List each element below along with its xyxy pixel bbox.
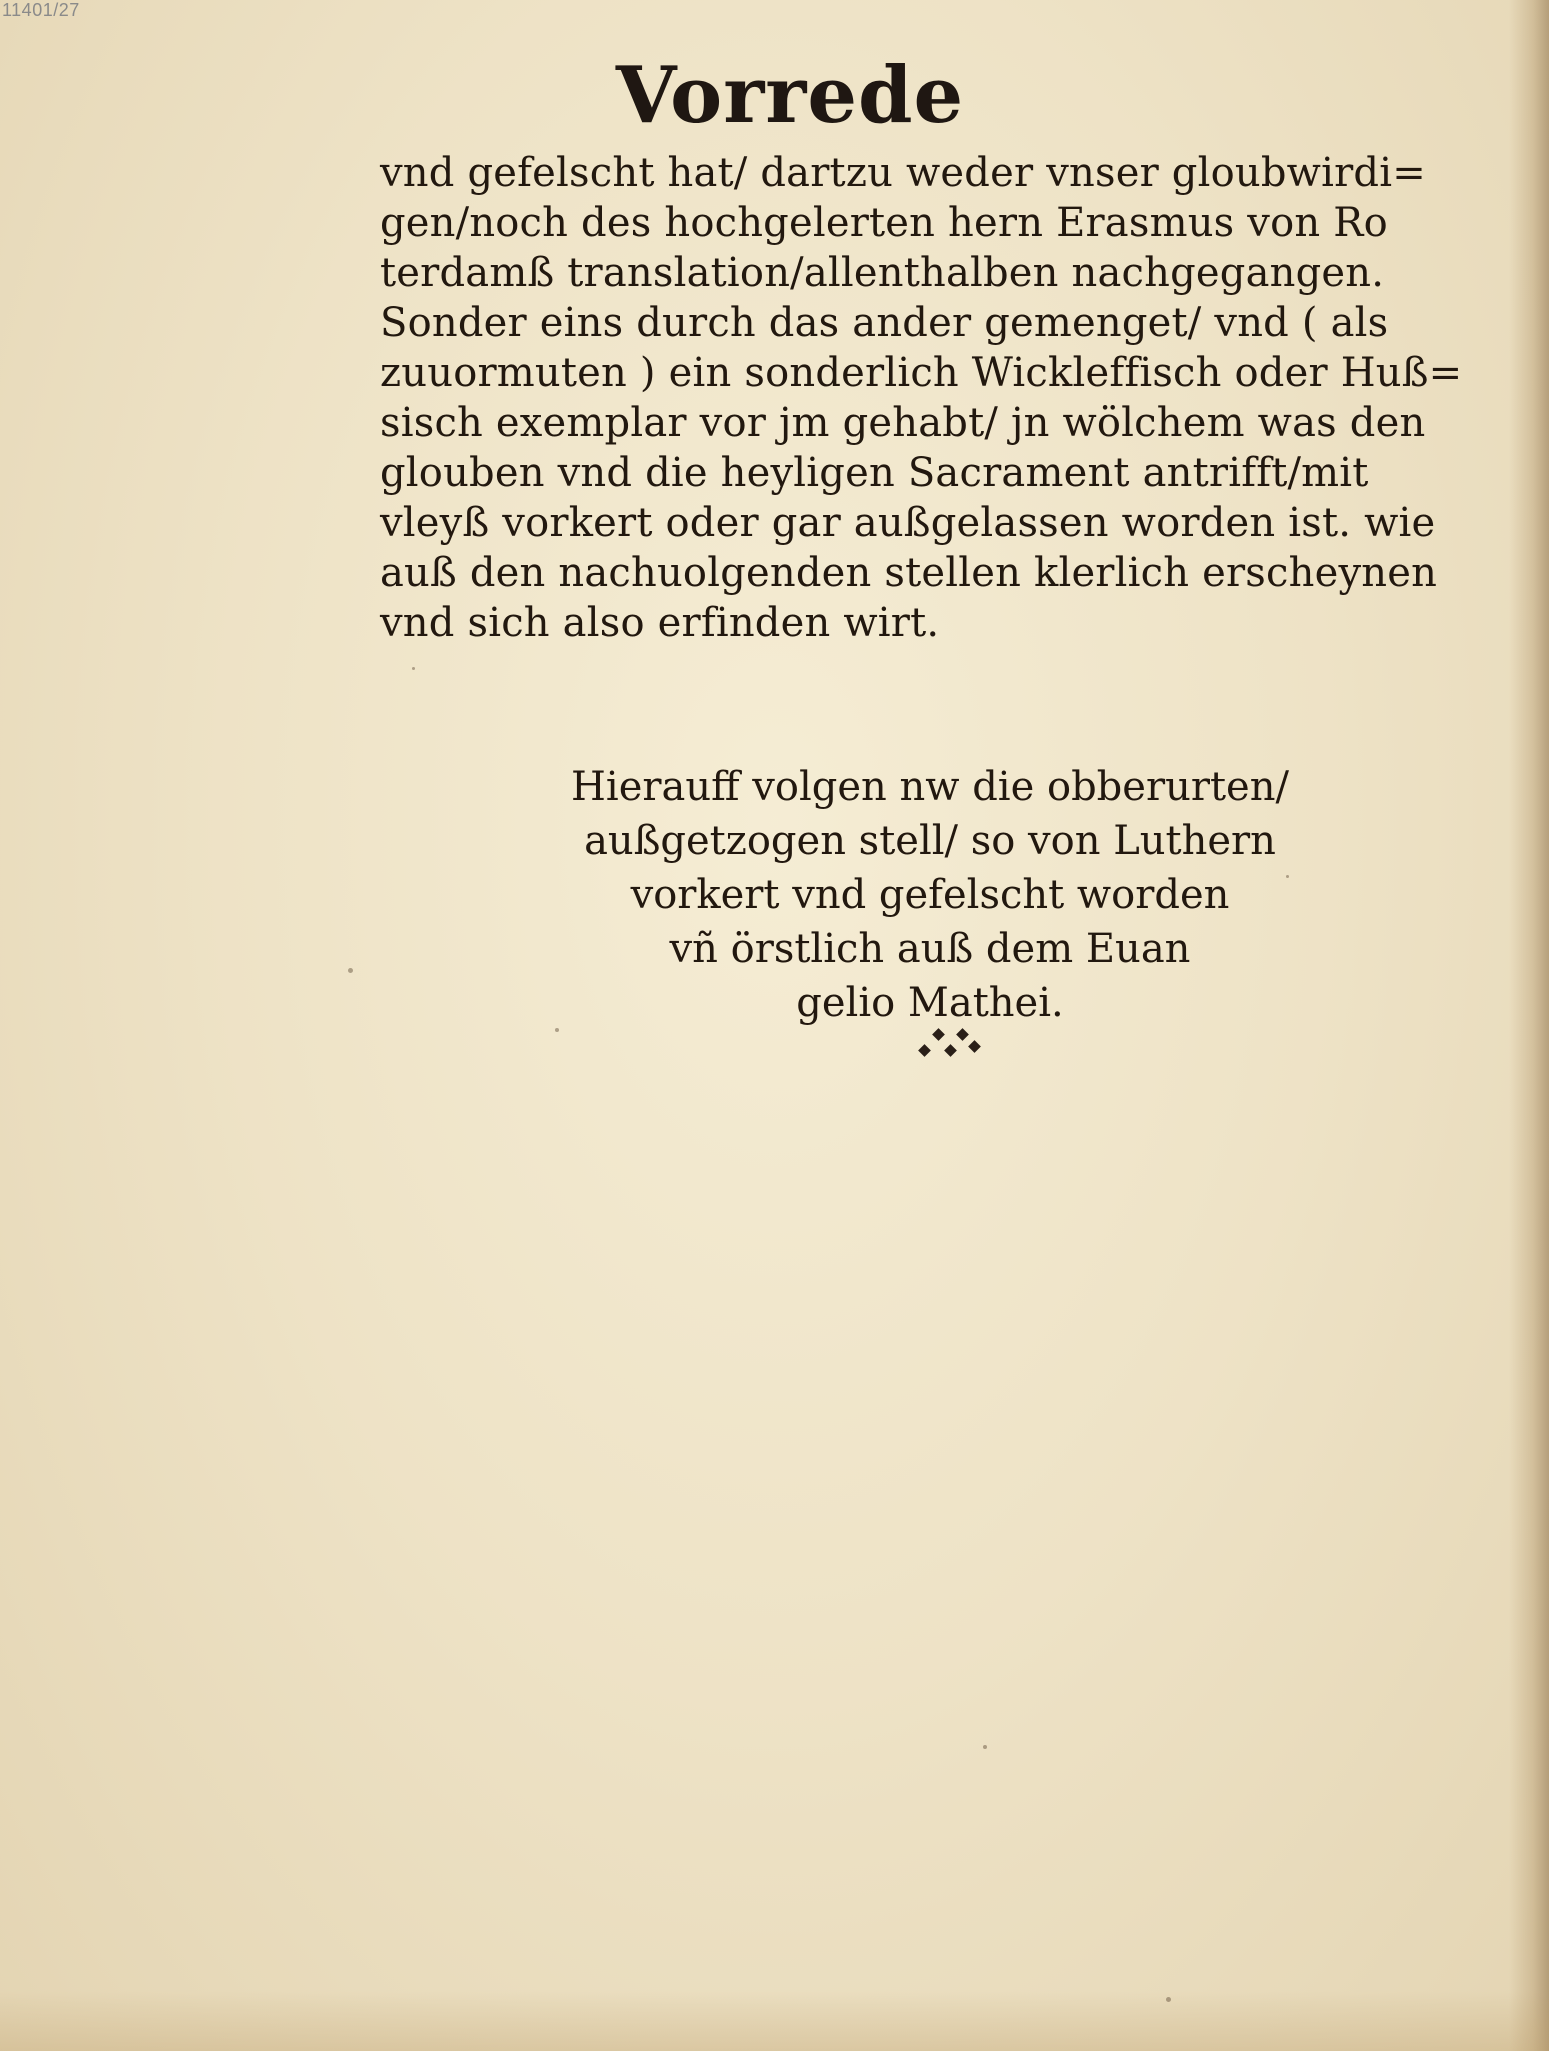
page-bottom-shadow <box>0 1991 1549 2051</box>
text-line: terdamß translation/allenthalben nachgegangen. <box>380 250 1385 296</box>
text-line: Hierauff volgen nw die obberurten/ <box>571 764 1289 810</box>
text-line: zuuormuten ) ein sonderlich Wickleffisch oder Huß= <box>380 350 1463 396</box>
text-line: vnd sich also erfinden wirt. <box>380 600 940 646</box>
paper-speck <box>348 968 353 973</box>
text-line: gelio Mathei. <box>796 980 1064 1026</box>
paper-speck <box>555 1028 559 1032</box>
section-intro-block <box>520 760 1340 1030</box>
paper-speck <box>1286 875 1289 878</box>
text-line: Sonder eins durch das ander gemenget/ vnd ( als <box>380 300 1389 346</box>
paper-speck <box>1166 1997 1171 2002</box>
text-line: sisch exemplar vor jm gehabt/ jn wölchem was den <box>380 400 1426 446</box>
text-line: gen/noch des hochgelerten hern Erasmus von Ro <box>380 200 1388 246</box>
page-edge-shadow <box>1509 0 1549 2051</box>
text-line: vñ örstlich auß dem Euan <box>669 926 1191 972</box>
text-line: auß den nachuolgenden stellen klerlich erscheynen <box>380 550 1438 596</box>
text-line: vorkert vnd gefelscht worden <box>630 872 1230 918</box>
paper-speck <box>412 667 415 670</box>
ornament-dots-icon <box>910 1026 980 1066</box>
shelfmark-label: 11401/27 <box>2 0 80 20</box>
body-paragraph <box>380 148 1463 648</box>
page-heading: Vorrede <box>615 50 965 141</box>
text-line: außgetzogen stell/ so von Luthern <box>584 818 1276 864</box>
paper-speck <box>983 1745 987 1749</box>
text-line: vnd gefelscht hat/ dartzu weder vnser gloubwirdi= <box>380 150 1426 196</box>
text-line: glouben vnd die heyligen Sacrament antrifft/mit <box>380 450 1369 496</box>
text-line: vleyß vorkert oder gar außgelassen worden ist. wie <box>380 500 1436 546</box>
